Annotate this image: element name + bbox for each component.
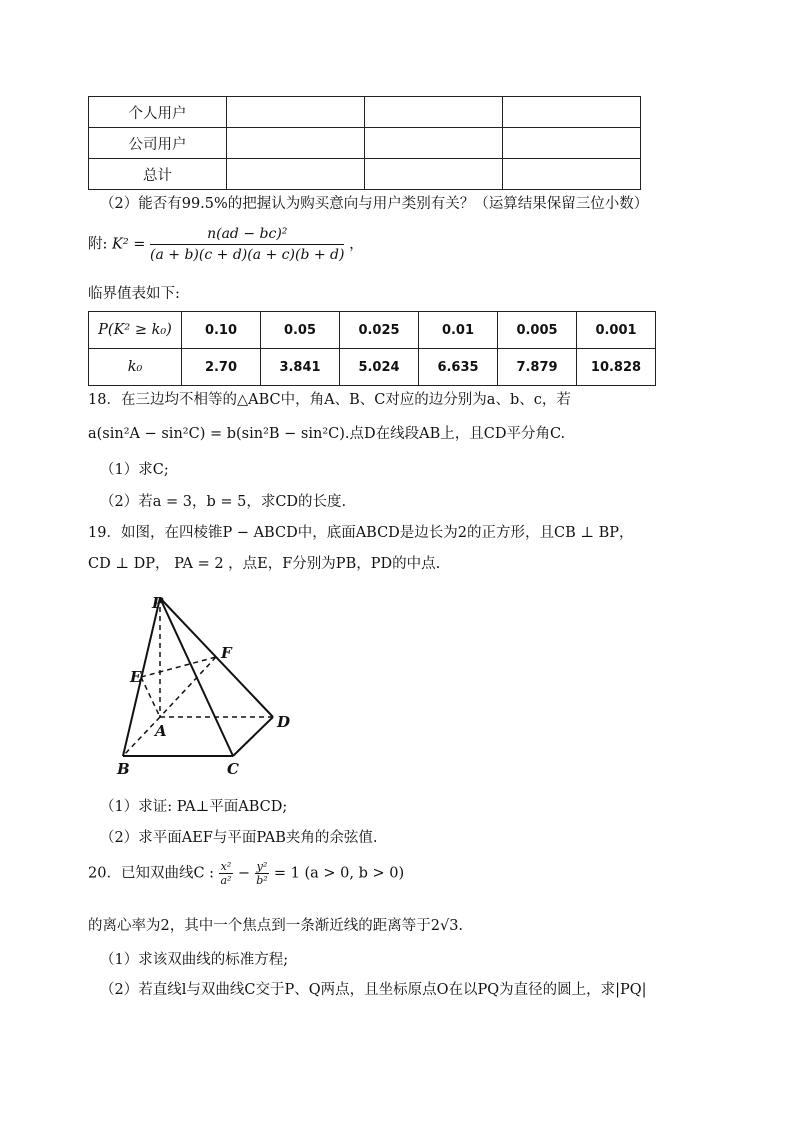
row-label: 总计 (89, 159, 227, 190)
question-20-line-2: 的离心率为2，其中一个焦点到一条渐近线的距离等于2√3. (88, 918, 464, 934)
question-19-part-2: （2）求平面AEF与平面PAB夹角的余弦值. (100, 830, 378, 846)
pyramid-figure (103, 586, 303, 782)
formula-prefix: 附: (88, 236, 108, 253)
user-type-table (88, 96, 641, 190)
row-label: 个人用户 (89, 97, 227, 128)
k-value: 5.024 (340, 349, 419, 386)
formula-denominator: (a + b)(c + d)(a + c)(b + d) (150, 247, 345, 263)
vertex-label-b: B (117, 760, 130, 778)
table-cell (227, 97, 365, 128)
table-cell (227, 128, 365, 159)
critical-table-title: 临界值表如下: (88, 286, 180, 302)
x-denominator: a² (220, 874, 232, 887)
question-18-part-1: （1）求C; (100, 462, 169, 478)
table-cell (365, 128, 503, 159)
k-value: 6.635 (419, 349, 498, 386)
table-row (89, 97, 641, 128)
table-row (89, 312, 656, 349)
table-cell (365, 97, 503, 128)
question-20-part-2: （2）若直线l与双曲线C交于P、Q两点，且坐标原点O在以PQ为直径的圆上，求|PQ| (100, 982, 647, 998)
question-19-line-2: CD ⊥ DP， PA = 2 ，点E，F分别为PB，PD的中点. (88, 556, 441, 572)
table-row (89, 159, 641, 190)
vertex-label-p: P (152, 594, 164, 612)
table-cell (365, 159, 503, 190)
vertex-label-a: A (155, 722, 167, 740)
table-cell (503, 128, 641, 159)
critical-value-table (88, 311, 656, 386)
table-cell (503, 97, 641, 128)
question-19-part-1: （1）求证: PA⊥平面ABCD; (100, 799, 288, 815)
question-18-line-2: a(sin²A − sin²C) = b(sin²B − sin²C).点D在线段AB上，且CD平分角C. (88, 426, 566, 442)
p-value: 0.005 (498, 312, 577, 349)
formula-lhs: K² = (112, 236, 146, 253)
p-value: 0.001 (577, 312, 656, 349)
q20-prefix: 20．已知双曲线C : (88, 865, 215, 882)
formula-numerator: n(ad − bc)² (150, 226, 344, 245)
x-fraction (219, 860, 234, 887)
p-value: 0.01 (419, 312, 498, 349)
k-value: 10.828 (577, 349, 656, 386)
minus-sign: − (237, 865, 251, 882)
question-17-part-2: （2）能否有99.5%的把握认为购买意向与用户类别有关？（运算结果保留三位小数） (100, 196, 649, 212)
header-k0: k₀ (89, 349, 182, 386)
k-value: 3.841 (261, 349, 340, 386)
question-18-part-2: （2）若a = 3，b = 5，求CD的长度. (100, 494, 347, 510)
vertex-label-d: D (277, 713, 291, 731)
question-19-line-1: 19．如图，在四棱锥P − ABCD中，底面ABCD是边长为2的正方形，且CB ⊥ BP， (88, 525, 634, 541)
table-row (89, 128, 641, 159)
table-cell (227, 159, 365, 190)
p-value: 0.025 (340, 312, 419, 349)
y-denominator: b² (256, 874, 268, 887)
vertex-label-c: C (227, 760, 239, 778)
p-value: 0.05 (261, 312, 340, 349)
formula-suffix: ， (349, 236, 364, 253)
pyramid-diagram (103, 586, 303, 782)
header-probability: P(K² ≥ k₀) (89, 312, 182, 349)
y-numerator: y² (256, 860, 268, 873)
k-value: 2.70 (182, 349, 261, 386)
question-20-line-1 (88, 860, 404, 887)
row-label: 公司用户 (89, 128, 227, 159)
vertex-label-e: E (130, 668, 142, 686)
x-numerator: x² (220, 860, 232, 873)
k-value: 7.879 (498, 349, 577, 386)
q20-rest: = 1 (a > 0, b > 0) (273, 865, 405, 882)
y-fraction (255, 860, 270, 887)
chi-square-formula (88, 226, 364, 263)
table-cell (503, 159, 641, 190)
question-20-part-1: （1）求该双曲线的标准方程; (100, 952, 289, 968)
formula-fraction (150, 226, 344, 263)
vertex-label-f: F (221, 644, 232, 662)
question-18-line-1: 18．在三边均不相等的△ABC中，角A、B、C对应的边分别为a、b、c，若 (88, 392, 571, 408)
p-value: 0.10 (182, 312, 261, 349)
table-row (89, 349, 656, 386)
